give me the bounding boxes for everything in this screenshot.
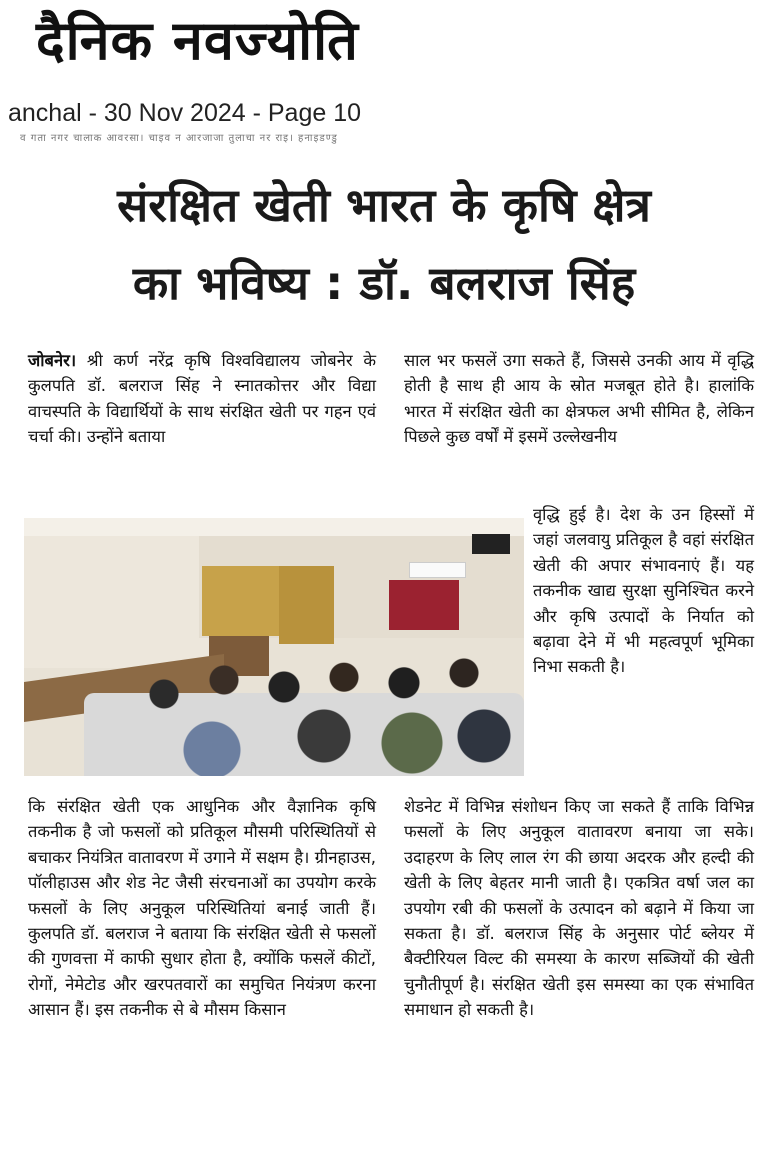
article-column-4 [404, 794, 754, 1023]
headline-line-1: संरक्षित खेती भारत के कृषि क्षेत्र [117, 178, 651, 232]
column-2-top-text: साल भर फसलें उगा सकते हैं, जिससे उनकी आय में वृद्धि होती है साथ ही आय के स्रोत मजबूत होते है। हालांकि भारत में संरक्षित खेती का क्षेत्रफल अभी सीमित है, लेकिन पिछले कुछ वर्षों में इसमें उल्लेखनीय [404, 351, 754, 447]
article-column-2-wrap [533, 502, 754, 680]
seminar-photo [24, 518, 524, 776]
headline-line-2: का भविष्य : डॉ. बलराज सिंह [132, 256, 636, 310]
column-3-text: कि संरक्षित खेती एक आधुनिक और वैज्ञानिक कृषि तकनीक है जो फसलों को प्रतिकूल मौसमी परिस्थितियों से बचाकर नियंत्रित वातावरण में उगाने में सक्षम है। ग्रीनहाउस, पॉलीहाउस और शेड नेट जैसी संरचनाओं का उपयोग करके फसलों के लिए अनुकूल परिस्थितियां बनाई जाती हैं। कुलपति डॉ. बलराज ने बताया कि संरक्षित खेती से फसलों की गुणवत्ता में काफी सुधार होता है, क्योंकि फसलें कीटों, रोगों, नेमेटोड और खरपतवारों का समुचित नियंत्रण करना आसान हैं। इस तकनीक से बे मौसम किसान [28, 797, 376, 1020]
edition-date-line: anchal - 30 Nov 2024 - Page 10 [8, 99, 362, 127]
column-1-text: श्री कर्ण नरेंद्र कृषि विश्वविद्यालय जोबनेर के कुलपति डॉ. बलराज सिंह ने स्नातकोत्तर और विद्या वाचस्पति के विद्यार्थियों के साथ संरक्षित खेती पर गहन एवं चर्चा की। उन्होंने बताया [28, 351, 377, 447]
newspaper-masthead: दैनिक नवज्योति [36, 9, 359, 72]
article-headline [10, 166, 758, 322]
column-2-wrap-text: वृद्धि हुई है। देश के उन हिस्सों में जहां जलवायु प्रतिकूल है वहां संरक्षित खेती की अपार संभावनाएं हैं। यह तकनीक खाद्य सुरक्षा सुनिश्चित करने और कृषि उत्पादों के निर्यात को बढ़ावा देने में भी महत्वपूर्ण भूमिका निभा सकती है। [533, 505, 754, 677]
article-column-3 [28, 794, 376, 1023]
cropped-previous-text: व गता नगर चालाक आवरसा। चाइव न आरजाजा तुलाचा नर राइ। हनाइडण्डु [20, 133, 338, 144]
article-column-1 [28, 348, 376, 450]
dateline: जोबनेर। [28, 351, 77, 370]
article-column-2-top [404, 348, 754, 450]
column-4-text: शेडनेट में विभिन्न संशोधन किए जा सकते हैं ताकि विभिन्न फसलों के लिए अनुकूल वातावरण बनाया जा सके। उदाहरण के लिए लाल रंग की छाया अदरक और हल्दी की खेती के लिए बेहतर मानी जाती है। एकत्रित वर्षा जल का उपयोग रबी की फसलों के उत्पादन को बढ़ाने में किया जा सकता है। डॉ. बलराज सिंह के अनुसार पोर्ट ब्लेयर में बैक्टीरियल विल्ट की समस्या के कारण सब्जियों की खेती चुनौतीपूर्ण है। संरक्षित खेती इस समस्या का एक संभावित समाधान हो सकती है। [404, 797, 754, 1020]
